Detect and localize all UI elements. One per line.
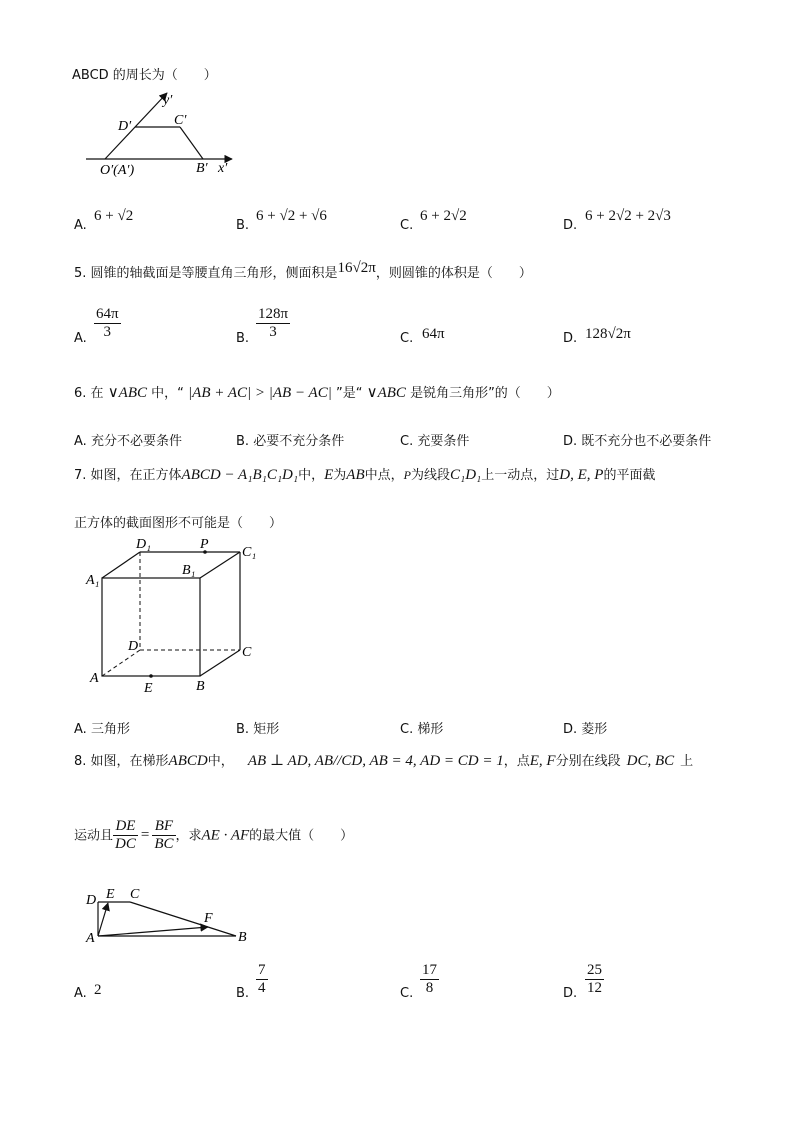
q8-label-d: D: [86, 893, 97, 908]
q4-option-a-letter: A.: [74, 218, 87, 233]
q7-label-c1: C₁: [242, 545, 257, 560]
q7-label-e: E: [144, 681, 153, 696]
q4-label-c: C′: [174, 113, 187, 128]
q7-label-b1: B₁: [182, 563, 196, 578]
q4-stem-tail: ABCD 的周长为（ ）: [72, 68, 217, 83]
q5-option-b: $\frac{128\pi}{3}$: [258, 306, 289, 341]
q7-option-c: C. 梯形: [400, 722, 444, 737]
q8-option-b-letter: B.: [236, 986, 250, 1001]
q8-vector-ae: [98, 903, 108, 936]
q8-option-c: $\frac{17}{8}$: [422, 962, 437, 997]
q6-option-d: D. 既不充分也不必要条件: [563, 434, 712, 449]
q4-option-d-letter: D.: [563, 218, 578, 233]
q4-figure: [80, 86, 250, 186]
q4-option-d: 6 + 2√2 + 2√3: [585, 208, 671, 224]
q5-option-b-letter: B.: [236, 331, 250, 346]
q4-option-a: 6 + √2: [94, 208, 134, 224]
q8-option-a-letter: A.: [74, 986, 87, 1001]
q7-label-d1: D₁: [136, 537, 151, 552]
q7-stem-line2: 正方体的截面图形不可能是（ ）: [74, 516, 283, 531]
q8-option-d-letter: D.: [563, 986, 578, 1001]
q7-label-a: A: [90, 671, 99, 686]
q5-option-a-letter: A.: [74, 331, 87, 346]
q4-option-b-letter: B.: [236, 218, 250, 233]
q7-cube-figure: [84, 532, 264, 700]
q8-label-a: A: [86, 931, 95, 946]
q7-option-a: A. 三角形: [74, 722, 130, 737]
q8-label-b: B: [238, 930, 247, 945]
q8-label-e: E: [106, 887, 115, 902]
q5-option-d: 128√2π: [585, 326, 631, 342]
q7-label-c: C: [242, 645, 252, 660]
q4-label-x: x′: [218, 161, 228, 176]
q7-label-p: P: [200, 537, 209, 552]
q4-option-c: 6 + 2√2: [420, 208, 467, 224]
q4-label-b: B′: [196, 161, 208, 176]
q6-triangle: ∨ABC: [107, 385, 147, 401]
q4-option-c-letter: C.: [400, 218, 414, 233]
q5-stem: 5. 圆锥的轴截面是等腰直角三角形，侧面积是16√2π，则圆锥的体积是（ ）: [74, 260, 532, 281]
q4-cb-edge: [180, 127, 203, 159]
q8-stem-line2: 运动且 $\frac{DE}{DC}$ = $\frac{BF}{BC}$ ，求AE · AF的最大值（ ）: [74, 818, 354, 853]
q6-option-a: A. 充分不必要条件: [74, 434, 182, 449]
q8-stem-line1: 8. 如图，在梯形ABCD中， AB ⊥ AD, AB//CD, AB = 4, AD = CD = 1，点E, F分别在线段 DC, BC 上: [74, 753, 694, 769]
q7-front-face: [102, 578, 200, 676]
q8-label-c: C: [130, 887, 140, 902]
q4-y-axis: [105, 93, 167, 159]
q7-label-a1: A₁: [86, 573, 100, 588]
q7-option-d: D. 菱形: [563, 722, 608, 737]
q4-option-b: 6 + √2 + √6: [256, 208, 327, 224]
q7-option-b: B. 矩形: [236, 722, 280, 737]
q5-option-a: $\frac{64\pi}{3}$: [96, 306, 119, 341]
q5-option-c-letter: C.: [400, 331, 414, 346]
q6-option-c: C. 充要条件: [400, 434, 470, 449]
q8-trapezoid-figure: [84, 884, 264, 946]
q7-stem-line1: 7. 如图，在正方体ABCD − A₁B₁C₁D₁中，E为AB中点，P为线段C₁D₁上一动点，过D, E, P的平面截: [74, 467, 656, 483]
q7-point-e: [149, 674, 153, 678]
q8-label-f: F: [204, 911, 213, 926]
q5-option-d-letter: D.: [563, 331, 578, 346]
q8-option-b: $\frac{7}{4}$: [258, 962, 266, 997]
q7-label-d: D: [128, 639, 139, 654]
q4-label-d: D′: [118, 119, 132, 134]
q8-option-d: $\frac{25}{12}$: [587, 962, 602, 997]
q6-option-b: B. 必要不充分条件: [236, 434, 345, 449]
q4-label-y: y′: [163, 93, 173, 108]
q5-option-c: 64π: [422, 326, 445, 342]
q8-option-a: 2: [94, 982, 102, 998]
q7-label-b: B: [196, 679, 205, 694]
q4-label-o: O′(A′): [100, 163, 135, 178]
q8-vector-af: [98, 927, 208, 936]
q6-stem: 6. 在 ∨ABC 中，“ |AB + AC| > |AB − AC| ”是“ ∨ABC 是锐角三角形”的（ ）: [74, 385, 560, 401]
q8-option-c-letter: C.: [400, 986, 414, 1001]
q6-condition: |AB + AC| > |AB − AC|: [188, 385, 332, 401]
